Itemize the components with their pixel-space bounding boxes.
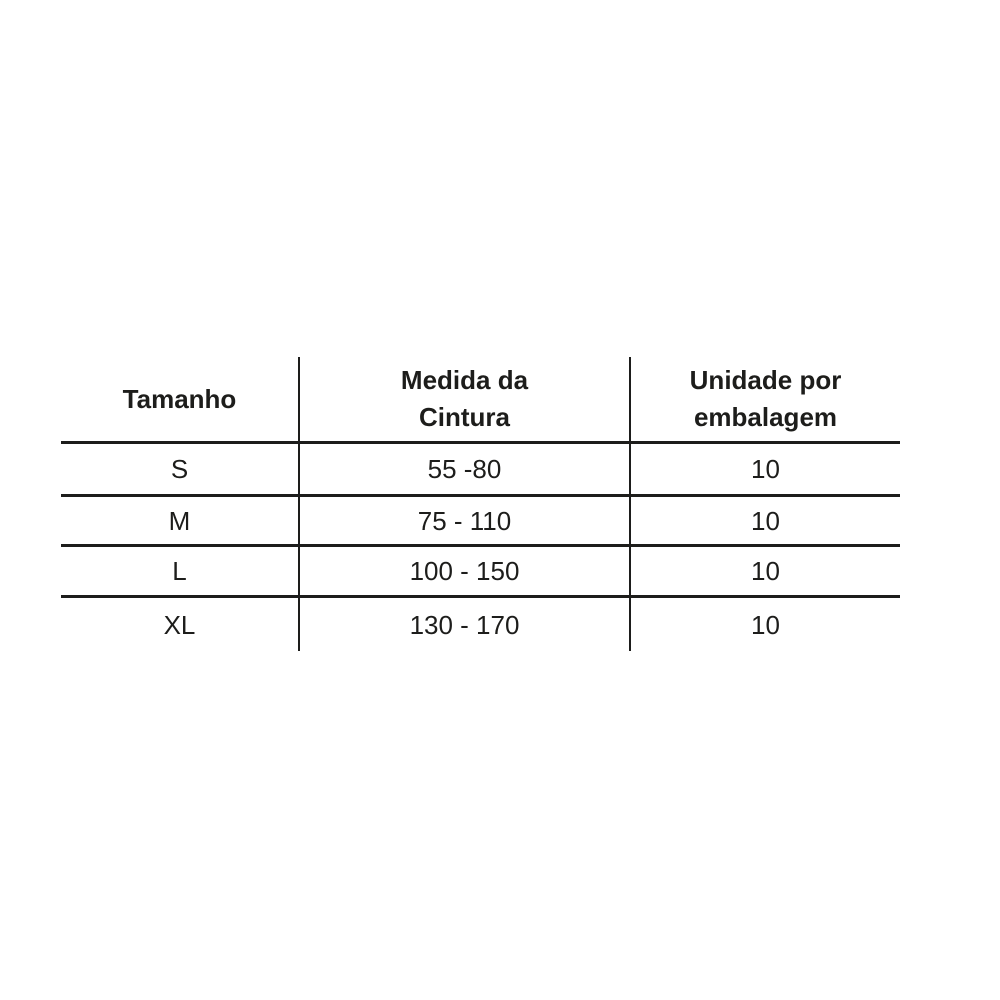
cell-size-l: L — [61, 547, 300, 598]
cell-size-s: S — [61, 444, 300, 497]
cell-units-s: 10 — [631, 444, 900, 497]
header-label-units-per-package: Unidade por embalagem — [689, 365, 842, 432]
cell-size-xl: XL — [61, 598, 300, 651]
cell-units-l: 10 — [631, 547, 900, 598]
header-cell-size — [61, 357, 300, 444]
header-cell-units-per-package — [631, 357, 900, 444]
cell-waist-m: 75 - 110 — [300, 497, 631, 547]
cell-waist-s: 55 -80 — [300, 444, 631, 497]
cell-waist-l: 100 - 150 — [300, 547, 631, 598]
cell-size-m: M — [61, 497, 300, 547]
header-label-waist-measure: Medida da Cintura — [400, 365, 529, 432]
cell-waist-xl: 130 - 170 — [300, 598, 631, 651]
cell-units-xl: 10 — [751, 609, 780, 640]
cell-units-m: 10 — [631, 497, 900, 547]
header-label-size: Tamanho — [122, 383, 237, 414]
header-cell-waist-measure — [300, 357, 631, 444]
size-table — [61, 357, 900, 651]
